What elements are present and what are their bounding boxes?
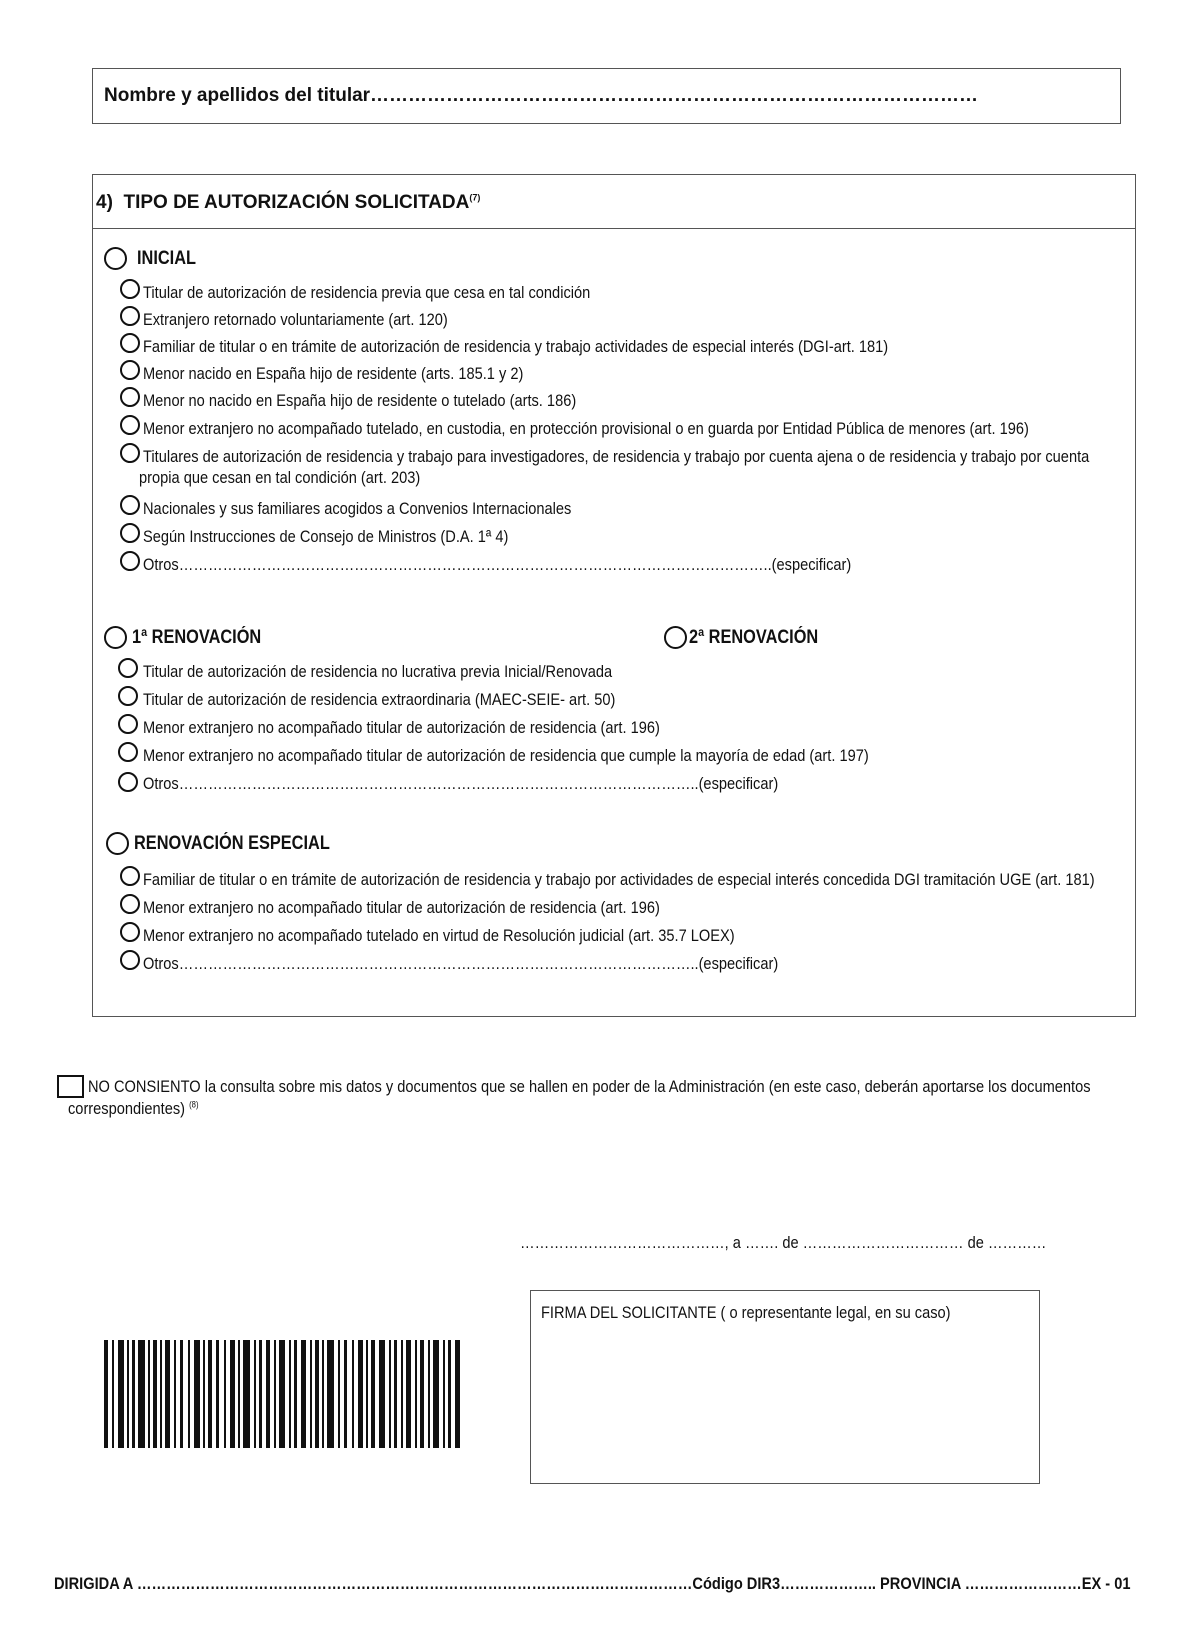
radio-renovacion-2[interactable] <box>664 626 687 649</box>
option-label: Menor extranjero no acompañado tutelado, en custodia, en protección provisional o en guarda por Entidad Pública de menores (art. 196) <box>143 419 1029 438</box>
section-title-text: TIPO DE AUTORIZACIÓN SOLICITADA <box>123 192 470 213</box>
option-label: Extranjero retornado voluntariamente (art. 120) <box>143 310 448 329</box>
section-divider <box>92 228 1136 229</box>
radio-renovacion-option-1[interactable] <box>118 658 138 678</box>
radio-inicial[interactable] <box>104 247 127 270</box>
radio-renovacion-especial[interactable] <box>106 832 129 855</box>
consent-text-continued: correspondientes) <box>68 1099 186 1118</box>
signature-label: FIRMA DEL SOLICITANTE ( o representante legal, en su caso) <box>541 1303 951 1322</box>
radio-inicial-option-8[interactable] <box>120 495 140 515</box>
radio-renovacion-option-2[interactable] <box>118 686 138 706</box>
radio-especial-option-3[interactable] <box>120 922 140 942</box>
radio-inicial-option-1[interactable] <box>120 279 140 299</box>
option-label: Familiar de titular o en trámite de autorización de residencia y trabajo por actividades de especial interés concedida DGI tramitación UGE (art. 181) <box>143 870 1095 889</box>
option-label-otros: Otros…………………………………………………………………………………………………………..(especificar) <box>143 555 852 574</box>
option-label: Menor extranjero no acompañado titular de autorización de residencia (art. 196) <box>143 718 660 737</box>
radio-inicial-option-4[interactable] <box>120 360 140 380</box>
option-label-continued: propia que cesan en tal condición (art. 203) <box>139 468 421 487</box>
footer-addressee-line: DIRIGIDA A ……………………………………………………………………………………………………Código DIR3……………….. PROVINCIA ……………………EX - 01 <box>54 1574 1131 1593</box>
option-label-otros: Otros……………………………………………………………………………………………..(especificar) <box>143 774 779 793</box>
radio-inicial-option-9[interactable] <box>120 523 140 543</box>
radio-inicial-option-otros[interactable] <box>120 551 140 571</box>
option-label: Según Instrucciones de Consejo de Ministros (D.A. 1ª 4) <box>143 527 509 546</box>
option-label: Titulares de autorización de residencia y trabajo para investigadores, de residencia y trabajo por cuenta ajena o de residencia y trabajo por cuenta <box>143 447 1090 466</box>
radio-especial-option-2[interactable] <box>120 894 140 914</box>
no-consent-checkbox[interactable] <box>57 1075 84 1098</box>
radio-especial-option-otros[interactable] <box>120 950 140 970</box>
radio-inicial-option-7[interactable] <box>120 443 140 463</box>
barcode-image <box>104 1340 464 1448</box>
consent-text: NO CONSIENTO la consulta sobre mis datos y documentos que se hallen en poder de la Administración (en este caso, deberán aportarse los documentos <box>88 1077 1091 1096</box>
radio-inicial-option-6[interactable] <box>120 415 140 435</box>
option-label-otros: Otros……………………………………………………………………………………………..(especificar) <box>143 954 779 973</box>
group-label-renovacion-1: 1ª RENOVACIÓN <box>132 627 262 648</box>
option-label: Menor nacido en España hijo de residente (arts. 185.1 y 2) <box>143 364 524 383</box>
radio-inicial-option-3[interactable] <box>120 333 140 353</box>
option-label: Menor no nacido en España hijo de residente o tutelado (arts. 186) <box>143 391 577 410</box>
option-label: Menor extranjero no acompañado tutelado en virtud de Resolución judicial (art. 35.7 LOEX) <box>143 926 735 945</box>
option-label: Nacionales y sus familiares acogidos a Convenios Internacionales <box>143 499 572 518</box>
option-label: Familiar de titular o en trámite de autorización de residencia y trabajo actividades de especial interés (DGI-art. 181) <box>143 337 889 356</box>
option-label: Titular de autorización de residencia previa que cesa en tal condición <box>143 283 591 302</box>
section-title-ref: (7) <box>469 192 481 203</box>
section-number: 4) <box>96 192 113 213</box>
group-label-renovacion-especial: RENOVACIÓN ESPECIAL <box>134 833 330 854</box>
radio-renovacion-1[interactable] <box>104 626 127 649</box>
group-label-inicial: INICIAL <box>137 248 197 269</box>
radio-inicial-option-5[interactable] <box>120 387 140 407</box>
option-label: Menor extranjero no acompañado titular de autorización de residencia que cumple la mayoría de edad (art. 197) <box>143 746 869 765</box>
radio-especial-option-1[interactable] <box>120 866 140 886</box>
radio-renovacion-option-3[interactable] <box>118 714 138 734</box>
holder-name-field[interactable]: Nombre y apellidos del titular…………………………………………………………………………………… <box>104 85 979 106</box>
option-label: Menor extranjero no acompañado titular de autorización de residencia (art. 196) <box>143 898 660 917</box>
section-title <box>96 192 480 214</box>
date-place-field[interactable]: ……………………………………, a ……. de …………………………… de ………… <box>520 1233 1047 1252</box>
radio-inicial-option-2[interactable] <box>120 306 140 326</box>
consent-ref: (8) <box>189 1099 199 1110</box>
option-label: Titular de autorización de residencia no lucrativa previa Inicial/Renovada <box>143 662 613 681</box>
group-label-renovacion-2: 2ª RENOVACIÓN <box>689 627 819 648</box>
radio-renovacion-option-otros[interactable] <box>118 772 138 792</box>
radio-renovacion-option-4[interactable] <box>118 742 138 762</box>
option-label: Titular de autorización de residencia extraordinaria (MAEC-SEIE- art. 50) <box>143 690 616 709</box>
